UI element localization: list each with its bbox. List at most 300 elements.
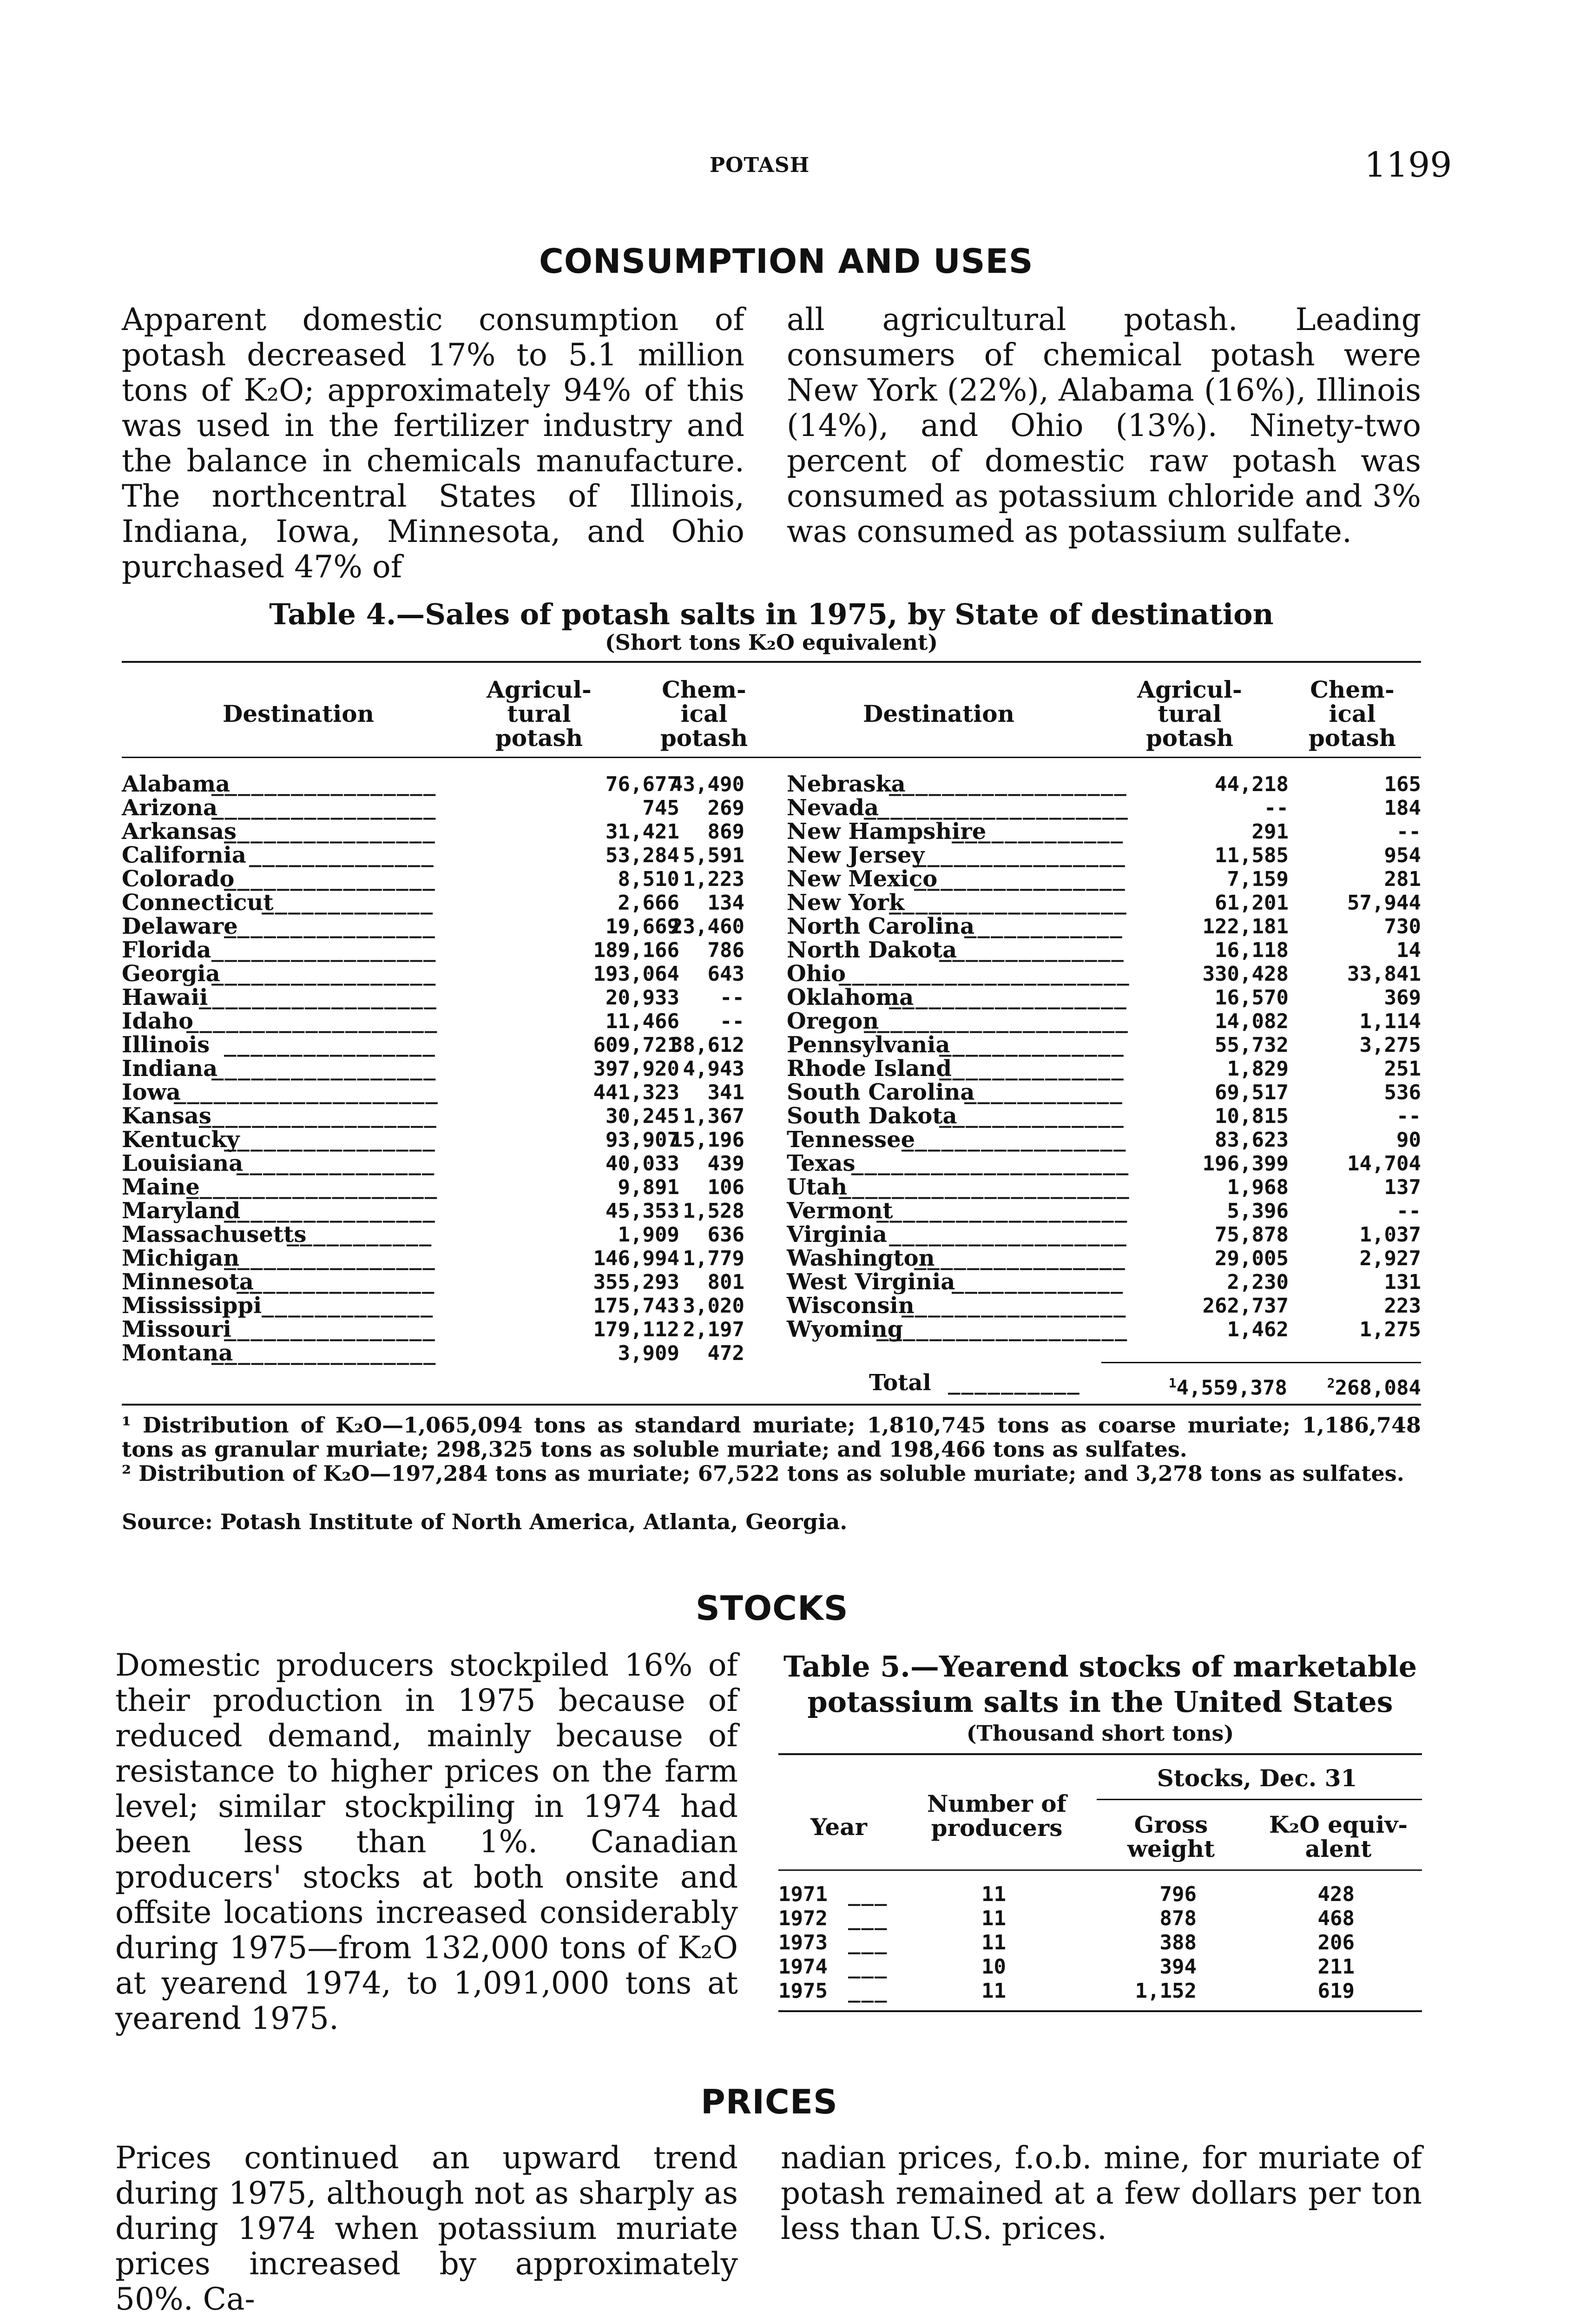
table4-right-leader: ______________ bbox=[939, 1033, 1125, 1057]
table4-left-leader: _________________ bbox=[211, 796, 437, 820]
table4-left-agricultural: 355,293 bbox=[593, 1270, 679, 1294]
table4-left-destination: Iowa bbox=[122, 1079, 181, 1105]
table5-leader: ___ bbox=[848, 1979, 888, 2003]
table4-left-leader: __________________ bbox=[199, 1104, 437, 1128]
table-row bbox=[787, 986, 1421, 1010]
table4-right-agricultural: 291 bbox=[1251, 820, 1289, 844]
table4-right-leader: _____________ bbox=[952, 820, 1124, 844]
table4-total-chemical-note: 2 bbox=[1327, 1375, 1335, 1391]
table4-left-agricultural: 609,721 bbox=[593, 1033, 679, 1057]
table4-right-chemical: 131 bbox=[1384, 1270, 1421, 1294]
table4-right-destination: Ohio bbox=[787, 961, 846, 987]
table4-header-destination-left: Destination bbox=[223, 700, 374, 727]
table5-gross: 878 bbox=[1159, 1907, 1197, 1930]
table4-total-chemical bbox=[1296, 1371, 1421, 1400]
table4-left-leader: ___________ bbox=[287, 1223, 433, 1247]
table4-right-agricultural: 69,517 bbox=[1215, 1081, 1289, 1104]
table5-k2o: 211 bbox=[1317, 1955, 1355, 1979]
table4-right-destination: Washington bbox=[787, 1245, 935, 1271]
table5-gross: 796 bbox=[1159, 1882, 1197, 1906]
table4-left-destination: Missouri bbox=[122, 1316, 231, 1342]
table4-right-leader: ______________ bbox=[939, 1104, 1125, 1128]
table4-right-destination: North Carolina bbox=[787, 913, 975, 939]
table4-left-agricultural: 45,353 bbox=[606, 1199, 679, 1223]
table5-gross: 388 bbox=[1159, 1931, 1197, 1954]
table4-left-leader: ___________________ bbox=[186, 1175, 438, 1199]
table5-producers: 11 bbox=[981, 1907, 1006, 1930]
table-row bbox=[122, 1247, 744, 1270]
table4-left-leader: ________________ bbox=[224, 1199, 436, 1223]
table-row bbox=[787, 1057, 1421, 1081]
table4-right-destination: Texas bbox=[787, 1150, 856, 1176]
table4-right-chemical: 251 bbox=[1384, 1057, 1421, 1081]
table4-header-agricultural-left: Agricul- tural potash bbox=[487, 676, 592, 752]
table4-right-destination: Nevada bbox=[787, 795, 879, 821]
table-row bbox=[122, 962, 744, 986]
table-row bbox=[787, 1294, 1421, 1318]
table5-header-year: Year bbox=[810, 1813, 867, 1841]
table4-top-rule bbox=[122, 661, 1421, 663]
table4-right-agricultural: 1,829 bbox=[1227, 1057, 1289, 1081]
table4-right-chemical: 281 bbox=[1384, 867, 1421, 891]
table4-left-chemical: 3,020 bbox=[683, 1294, 744, 1318]
table4-title: Table 4.—Sales of potash salts in 1975, by State of destination bbox=[269, 597, 1274, 631]
table4-right-chemical: 165 bbox=[1384, 772, 1421, 796]
table4-right-leader: ____________ bbox=[964, 1081, 1123, 1104]
table-row bbox=[122, 938, 744, 962]
table5-k2o: 619 bbox=[1317, 1979, 1355, 2003]
table4-left-chemical: 23,460 bbox=[671, 915, 744, 938]
table-row bbox=[122, 844, 744, 867]
table4-left-leader: _______________ bbox=[237, 1270, 435, 1294]
table-row bbox=[778, 1955, 1422, 1979]
table-row bbox=[787, 891, 1421, 915]
table4-left-leader: _________________ bbox=[211, 1057, 437, 1081]
table4-left-chemical: 269 bbox=[707, 796, 744, 820]
table4-left-destination: Illinois bbox=[122, 1032, 210, 1058]
table4-left-leader: ________________ bbox=[224, 820, 436, 844]
table4-right-destination: Rhode Island bbox=[787, 1056, 952, 1082]
table5-header-k2o: K₂O equiv- alent bbox=[1269, 1811, 1408, 1862]
table4-right-chemical: 184 bbox=[1384, 796, 1421, 820]
table4-right-leader: ___________________ bbox=[876, 1199, 1128, 1223]
table4-right-agricultural: -- bbox=[1264, 796, 1289, 820]
table-row bbox=[787, 1081, 1421, 1104]
table4-left-chemical: 38,612 bbox=[671, 1033, 744, 1057]
table4-left-leader: _________________ bbox=[211, 938, 437, 962]
table4-right-agricultural: 29,005 bbox=[1215, 1247, 1289, 1270]
table5-producers: 11 bbox=[981, 1979, 1006, 2003]
table4-header-chemical-right: Chem- ical potash bbox=[1308, 676, 1396, 752]
table-row bbox=[787, 772, 1421, 796]
table4-footnote-2: ² Distribution of K₂O—197,284 tons as muriate; 67,522 tons as soluble muriate; and 3,278 tons as sulfates. bbox=[122, 1461, 1404, 1486]
table-row bbox=[122, 1199, 744, 1223]
table4-right-destination: Virginia bbox=[787, 1221, 887, 1248]
table5-subtitle: (Thousand short tons) bbox=[966, 1721, 1234, 1746]
table4-right-destination: New Mexico bbox=[787, 866, 938, 892]
table-row bbox=[778, 1979, 1422, 2003]
table-row bbox=[787, 1128, 1421, 1152]
table4-right-leader: ________________ bbox=[914, 1247, 1126, 1270]
table4-header-rule bbox=[122, 757, 1421, 758]
table4-right-agricultural: 262,737 bbox=[1202, 1294, 1289, 1318]
page-number: 1199 bbox=[1364, 145, 1452, 185]
table5-header-producers: Number of producers bbox=[927, 1790, 1067, 1842]
prices-paragraph-col2: nadian prices, f.o.b. mine, for muriate of potash remained at a few dollars per ton less than U.S. prices. bbox=[781, 2140, 1422, 2246]
table4-right-leader: ____________ bbox=[964, 915, 1123, 938]
table4-right-chemical: 730 bbox=[1384, 915, 1421, 938]
table-row bbox=[787, 796, 1421, 820]
table4-right-agricultural: 2,230 bbox=[1227, 1270, 1289, 1294]
table4-right-leader: __________________ bbox=[889, 1223, 1127, 1247]
table-row bbox=[787, 1270, 1421, 1294]
table5-top-rule bbox=[778, 1753, 1422, 1755]
table4-left-leader: _____________ bbox=[262, 1294, 434, 1318]
table4-left-agricultural: 2,666 bbox=[618, 891, 679, 915]
table4-left-leader: _________________ bbox=[211, 772, 437, 796]
table5-stocks-rule bbox=[1097, 1799, 1422, 1800]
table4-right-agricultural: 7,159 bbox=[1227, 867, 1289, 891]
table-row bbox=[122, 1270, 744, 1294]
table4-left-leader: ______________ bbox=[249, 844, 434, 867]
table4-total-rule bbox=[1101, 1362, 1421, 1363]
table4-left-destination: Florida bbox=[122, 937, 211, 963]
table4-right-chemical: 369 bbox=[1384, 986, 1421, 1010]
table5-k2o: 428 bbox=[1317, 1882, 1355, 1906]
table4-right-leader: __________________ bbox=[889, 772, 1127, 796]
table4-left-chemical: 869 bbox=[707, 820, 744, 844]
table4-left-destination: Alabama bbox=[122, 771, 230, 797]
table4-bottom-rule bbox=[122, 1404, 1421, 1406]
table4-right-agricultural: 75,878 bbox=[1215, 1223, 1289, 1247]
table4-left-chemical: 1,223 bbox=[683, 867, 744, 891]
table4-left-agricultural: 11,466 bbox=[606, 1010, 679, 1033]
table4-right-leader: _________________ bbox=[902, 1294, 1127, 1318]
table-row bbox=[122, 986, 744, 1010]
table5-year: 1971 bbox=[778, 1882, 828, 1906]
table5-producers: 11 bbox=[981, 1931, 1006, 1954]
table5-leader: ___ bbox=[848, 1882, 888, 1906]
table4-right-leader: ___________________ bbox=[876, 1318, 1128, 1341]
table4-right-agricultural: 61,201 bbox=[1215, 891, 1289, 915]
table4-left-chemical: 4,943 bbox=[683, 1057, 744, 1081]
table5-header-stocks: Stocks, Dec. 31 bbox=[1157, 1764, 1357, 1792]
table4-header-chemical-left: Chem- ical potash bbox=[660, 676, 748, 752]
table5-year: 1972 bbox=[778, 1907, 828, 1930]
table4-right-destination: Nebraska bbox=[787, 771, 906, 797]
table4-left-agricultural: 175,743 bbox=[593, 1294, 679, 1318]
table-row bbox=[122, 820, 744, 844]
table4-right-agricultural: 1,968 bbox=[1227, 1175, 1289, 1199]
table4-right-agricultural: 122,181 bbox=[1202, 915, 1289, 938]
table-row bbox=[122, 915, 744, 938]
table4-left-agricultural: 40,033 bbox=[606, 1152, 679, 1175]
table4-left-agricultural: 76,677 bbox=[606, 772, 679, 796]
table4-total-agricultural bbox=[1101, 1371, 1287, 1400]
table5-leader: ___ bbox=[848, 1955, 888, 1979]
table-row bbox=[787, 1247, 1421, 1270]
table4-right-destination: Vermont bbox=[787, 1198, 893, 1224]
table-row bbox=[787, 867, 1421, 891]
table4-left-destination: Colorado bbox=[122, 866, 235, 892]
table4-right-agricultural: 16,118 bbox=[1215, 938, 1289, 962]
table-row bbox=[787, 962, 1421, 986]
table4-right-chemical: 1,275 bbox=[1359, 1318, 1421, 1341]
table-row bbox=[122, 1104, 744, 1128]
table4-left-agricultural: 745 bbox=[642, 796, 679, 820]
table5-gross: 394 bbox=[1159, 1955, 1197, 1979]
table4-right-destination: West Virginia bbox=[787, 1269, 955, 1295]
table4-left-chemical: -- bbox=[720, 986, 744, 1010]
table5-year: 1973 bbox=[778, 1931, 828, 1954]
table4-left-destination: Kentucky bbox=[122, 1127, 240, 1153]
table4-right-chemical: 2,927 bbox=[1359, 1247, 1421, 1270]
table-row bbox=[122, 1057, 744, 1081]
table4-total-agricultural-note: 1 bbox=[1168, 1375, 1177, 1391]
table4-left-chemical: 472 bbox=[707, 1341, 744, 1365]
table-row bbox=[122, 1010, 744, 1033]
table4-left-chemical: 1,779 bbox=[683, 1247, 744, 1270]
table5-year: 1975 bbox=[778, 1979, 828, 2003]
table4-right-leader: _________________ bbox=[902, 1128, 1127, 1152]
table4-left-chemical: 1,367 bbox=[683, 1104, 744, 1128]
table4-right-agricultural: 14,082 bbox=[1215, 1010, 1289, 1033]
table4-left-leader: ________________ bbox=[224, 1033, 436, 1057]
table4-left-agricultural: 3,909 bbox=[618, 1341, 679, 1365]
table4-left-destination: Kansas bbox=[122, 1103, 211, 1129]
table4-right-leader: __________________ bbox=[889, 986, 1127, 1010]
table4-right-agricultural: 16,570 bbox=[1215, 986, 1289, 1010]
table4-left-leader: _____________ bbox=[262, 891, 434, 915]
table4-right-chemical: 137 bbox=[1384, 1175, 1421, 1199]
table4-left-chemical: 106 bbox=[707, 1175, 744, 1199]
table4-left-leader: ___________________ bbox=[186, 1010, 438, 1033]
table4-left-leader: ________________ bbox=[224, 1318, 436, 1341]
table4-total-chemical-value: 268,084 bbox=[1335, 1376, 1421, 1400]
table4-left-destination: Michigan bbox=[122, 1245, 240, 1271]
table4-left-leader: ________________ bbox=[224, 1247, 436, 1270]
stocks-heading: STOCKS bbox=[696, 1589, 849, 1628]
table4-left-chemical: 786 bbox=[707, 938, 744, 962]
table4-left-agricultural: 8,510 bbox=[618, 867, 679, 891]
table4-total-leader: __________ bbox=[948, 1371, 1080, 1395]
table-row bbox=[122, 1175, 744, 1199]
table-row bbox=[122, 1033, 744, 1057]
table4-right-agricultural: 196,399 bbox=[1202, 1152, 1289, 1175]
table4-left-agricultural: 146,994 bbox=[593, 1247, 679, 1270]
prices-paragraph-col1: Prices continued an upward trend during 1975, although not as sharply as during 1974 when potassium muriate prices increased by approximately 50%. Ca- bbox=[115, 2140, 738, 2317]
table4-header-destination-right: Destination bbox=[863, 700, 1014, 727]
table4-right-leader: _____________ bbox=[952, 1270, 1124, 1294]
table4-right-chemical: 14 bbox=[1396, 938, 1421, 962]
table-row bbox=[122, 796, 744, 820]
table-row bbox=[122, 1294, 744, 1318]
table5-year: 1974 bbox=[778, 1955, 828, 1979]
table4-right-destination: Wisconsin bbox=[787, 1293, 915, 1319]
table4-left-destination: Georgia bbox=[122, 961, 220, 987]
table4-left-destination: Maine bbox=[122, 1174, 200, 1200]
table5-gross: 1,152 bbox=[1135, 1979, 1197, 2003]
table4-left-destination: Massachusetts bbox=[122, 1221, 307, 1248]
table4-left-agricultural: 397,920 bbox=[593, 1057, 679, 1081]
table4-right-leader: ____________________ bbox=[864, 1010, 1129, 1033]
table4-right-chemical: -- bbox=[1396, 1199, 1421, 1223]
table4-total-row bbox=[869, 1370, 1421, 1400]
table4-total-agricultural-value: 4,559,378 bbox=[1176, 1376, 1287, 1400]
table4-footnote-1: ¹ Distribution of K₂O—1,065,094 tons as standard muriate; 1,810,745 tons as coarse muriate; 1,186,748 tons as granular muriate; 298,325 tons as soluble muriate; and 198,466 tons as sulfates. bbox=[122, 1413, 1421, 1462]
table4-left-agricultural: 53,284 bbox=[606, 844, 679, 867]
table-row bbox=[778, 1882, 1422, 1906]
table4-left-destination: Delaware bbox=[122, 913, 238, 939]
table4-right-destination: Oklahoma bbox=[787, 984, 914, 1010]
table4-header-agricultural-right: Agricul- tural potash bbox=[1137, 676, 1242, 752]
table5-k2o: 206 bbox=[1317, 1931, 1355, 1954]
table-row bbox=[778, 1931, 1422, 1954]
table4-right-chemical: 57,944 bbox=[1347, 891, 1421, 915]
table4-left-agricultural: 20,933 bbox=[606, 986, 679, 1010]
table4-right-destination: Wyoming bbox=[787, 1316, 903, 1342]
table5-leader: ___ bbox=[848, 1931, 888, 1954]
table4-left-agricultural: 30,245 bbox=[606, 1104, 679, 1128]
stocks-paragraph: Domestic producers stockpiled 16% of their production in 1975 because of reduced demand, mainly because of resistance to higher prices on the farm level; similar stockpiling in 1974 had been less than 1%. Canadian producers' stocks at both onsite and offsite locations increased considerably during 1975—from 132,000 tons of K₂O at yearend 1974, to 1,091,000 tons at yearend 1975. bbox=[115, 1647, 738, 2036]
table4-right-chemical: 536 bbox=[1384, 1081, 1421, 1104]
table4-right-leader: __________________ bbox=[889, 891, 1127, 915]
table4-right-chemical: 954 bbox=[1384, 844, 1421, 867]
table4-left-chemical: 43,490 bbox=[671, 772, 744, 796]
table4-right-leader: ______________ bbox=[939, 938, 1125, 962]
table4-left-chemical: 636 bbox=[707, 1223, 744, 1247]
table4-left-destination: Mississippi bbox=[122, 1293, 262, 1319]
table4-left-destination: Maryland bbox=[122, 1198, 241, 1224]
table4-right-leader: ________________ bbox=[914, 844, 1126, 867]
table4-right-agricultural: 1,462 bbox=[1227, 1318, 1289, 1341]
table4-left-destination: California bbox=[122, 842, 246, 868]
table4-left-leader: _________________ bbox=[211, 962, 437, 986]
table4-left-chemical: -- bbox=[720, 1010, 744, 1033]
table4-right-destination: South Carolina bbox=[787, 1079, 975, 1105]
table4-left-destination: Arizona bbox=[122, 795, 218, 821]
table-row bbox=[787, 1033, 1421, 1057]
table5-producers: 10 bbox=[981, 1955, 1006, 1979]
table4-right-chemical: 3,275 bbox=[1359, 1033, 1421, 1057]
table4-right-chemical: 90 bbox=[1396, 1128, 1421, 1152]
table4-left-leader: ____________________ bbox=[174, 1081, 439, 1104]
table4-right-destination: Tennessee bbox=[787, 1127, 915, 1153]
table4-right-destination: Oregon bbox=[787, 1008, 879, 1034]
table4-left-agricultural: 31,421 bbox=[606, 820, 679, 844]
table4-left-chemical: 5,591 bbox=[683, 844, 744, 867]
table4-left-chemical: 643 bbox=[707, 962, 744, 986]
consumption-paragraph-col2: all agricultural potash. Leading consumers of chemical potash were New York (22%), Alabama (16%), Illinois (14%), and Ohio (13%). Ninety-two percent of domestic raw potash was consumed as potassium chloride and 3% was consumed as potassium sulfate. bbox=[787, 302, 1421, 549]
table4-right-agricultural: 10,815 bbox=[1215, 1104, 1289, 1128]
table4-right-agricultural: 5,396 bbox=[1227, 1199, 1289, 1223]
table-row bbox=[122, 891, 744, 915]
table4-left-destination: Idaho bbox=[122, 1008, 194, 1034]
table4-right-chemical: -- bbox=[1396, 820, 1421, 844]
table4-right-leader: ________________ bbox=[914, 867, 1126, 891]
table4-right-destination: New Hampshire bbox=[787, 819, 987, 845]
table4-right-destination: North Dakota bbox=[787, 937, 957, 963]
table4-left-agricultural: 1,909 bbox=[618, 1223, 679, 1247]
table4-left-destination: Minnesota bbox=[122, 1269, 254, 1295]
table4-left-chemical: 341 bbox=[707, 1081, 744, 1104]
table-row bbox=[787, 1010, 1421, 1033]
table4-left-chemical: 134 bbox=[707, 891, 744, 915]
table4-left-destination: Arkansas bbox=[122, 819, 237, 845]
table4-left-destination: Connecticut bbox=[122, 890, 274, 916]
table4-right-chemical: 223 bbox=[1384, 1294, 1421, 1318]
table4-left-leader: __________________ bbox=[199, 986, 437, 1010]
table4-left-leader: _________________ bbox=[211, 1341, 437, 1365]
table4-right-agricultural: 330,428 bbox=[1202, 962, 1289, 986]
table-row bbox=[122, 772, 744, 796]
table4-right-destination: South Dakota bbox=[787, 1103, 957, 1129]
table4-right-destination: Utah bbox=[787, 1174, 848, 1200]
table-row bbox=[122, 1223, 744, 1247]
table-row bbox=[787, 938, 1421, 962]
table4-left-agricultural: 179,112 bbox=[593, 1318, 679, 1341]
table4-right-agricultural: 44,218 bbox=[1215, 772, 1289, 796]
table-row bbox=[787, 844, 1421, 867]
table5-title: Table 5.—Yearend stocks of marketable potassium salts in the United States bbox=[783, 1650, 1417, 1719]
table4-left-chemical: 2,197 bbox=[683, 1318, 744, 1341]
running-header-title: POTASH bbox=[710, 153, 810, 177]
consumption-heading: CONSUMPTION AND USES bbox=[539, 242, 1033, 281]
table4-right-destination: Pennsylvania bbox=[787, 1032, 950, 1058]
table4-left-chemical: 1,528 bbox=[683, 1199, 744, 1223]
table4-left-destination: Louisiana bbox=[122, 1150, 244, 1176]
table-row bbox=[787, 1175, 1421, 1199]
table4-right-destination: New Jersey bbox=[787, 842, 925, 868]
table4-left-agricultural: 19,669 bbox=[606, 915, 679, 938]
table4-right-leader: _____________________ bbox=[851, 1152, 1130, 1175]
table4-left-leader: ________________ bbox=[224, 915, 436, 938]
table4-total-label: Total bbox=[869, 1370, 931, 1396]
table5-producers: 11 bbox=[981, 1882, 1006, 1906]
table4-right-agricultural: 11,585 bbox=[1215, 844, 1289, 867]
table-row bbox=[122, 1128, 744, 1152]
table-row bbox=[122, 1152, 744, 1175]
table4-right-agricultural: 55,732 bbox=[1215, 1033, 1289, 1057]
table4-left-leader: ________________ bbox=[224, 867, 436, 891]
table4-subtitle: (Short tons K₂O equivalent) bbox=[605, 630, 938, 655]
table-row bbox=[787, 1104, 1421, 1128]
table4-right-chemical: 1,114 bbox=[1359, 1010, 1421, 1033]
table4-right-chemical: -- bbox=[1396, 1104, 1421, 1128]
table4-right-chemical: 1,037 bbox=[1359, 1223, 1421, 1247]
table5-leader: ___ bbox=[848, 1907, 888, 1930]
table5-header-rule bbox=[778, 1869, 1422, 1871]
table5-k2o: 468 bbox=[1317, 1907, 1355, 1930]
table-row bbox=[787, 1318, 1421, 1341]
table4-right-leader: ____________________ bbox=[864, 796, 1129, 820]
table4-left-agricultural: 441,323 bbox=[593, 1081, 679, 1104]
table-row bbox=[787, 1199, 1421, 1223]
table5-bottom-rule bbox=[778, 2010, 1422, 2012]
table4-right-chemical: 33,841 bbox=[1347, 962, 1421, 986]
table4-left-leader: _______________ bbox=[237, 1152, 435, 1175]
table5-header-gross: Gross weight bbox=[1127, 1811, 1215, 1862]
table4-right-chemical: 14,704 bbox=[1347, 1152, 1421, 1175]
table4-source: Source: Potash Institute of North America, Atlanta, Georgia. bbox=[122, 1509, 848, 1534]
table-row bbox=[778, 1907, 1422, 1930]
table-row bbox=[122, 867, 744, 891]
table4-right-leader: ______________ bbox=[939, 1057, 1125, 1081]
table-row bbox=[122, 1081, 744, 1104]
table4-left-chemical: 439 bbox=[707, 1152, 744, 1175]
table-row bbox=[787, 820, 1421, 844]
table4-left-chemical: 15,196 bbox=[671, 1128, 744, 1152]
